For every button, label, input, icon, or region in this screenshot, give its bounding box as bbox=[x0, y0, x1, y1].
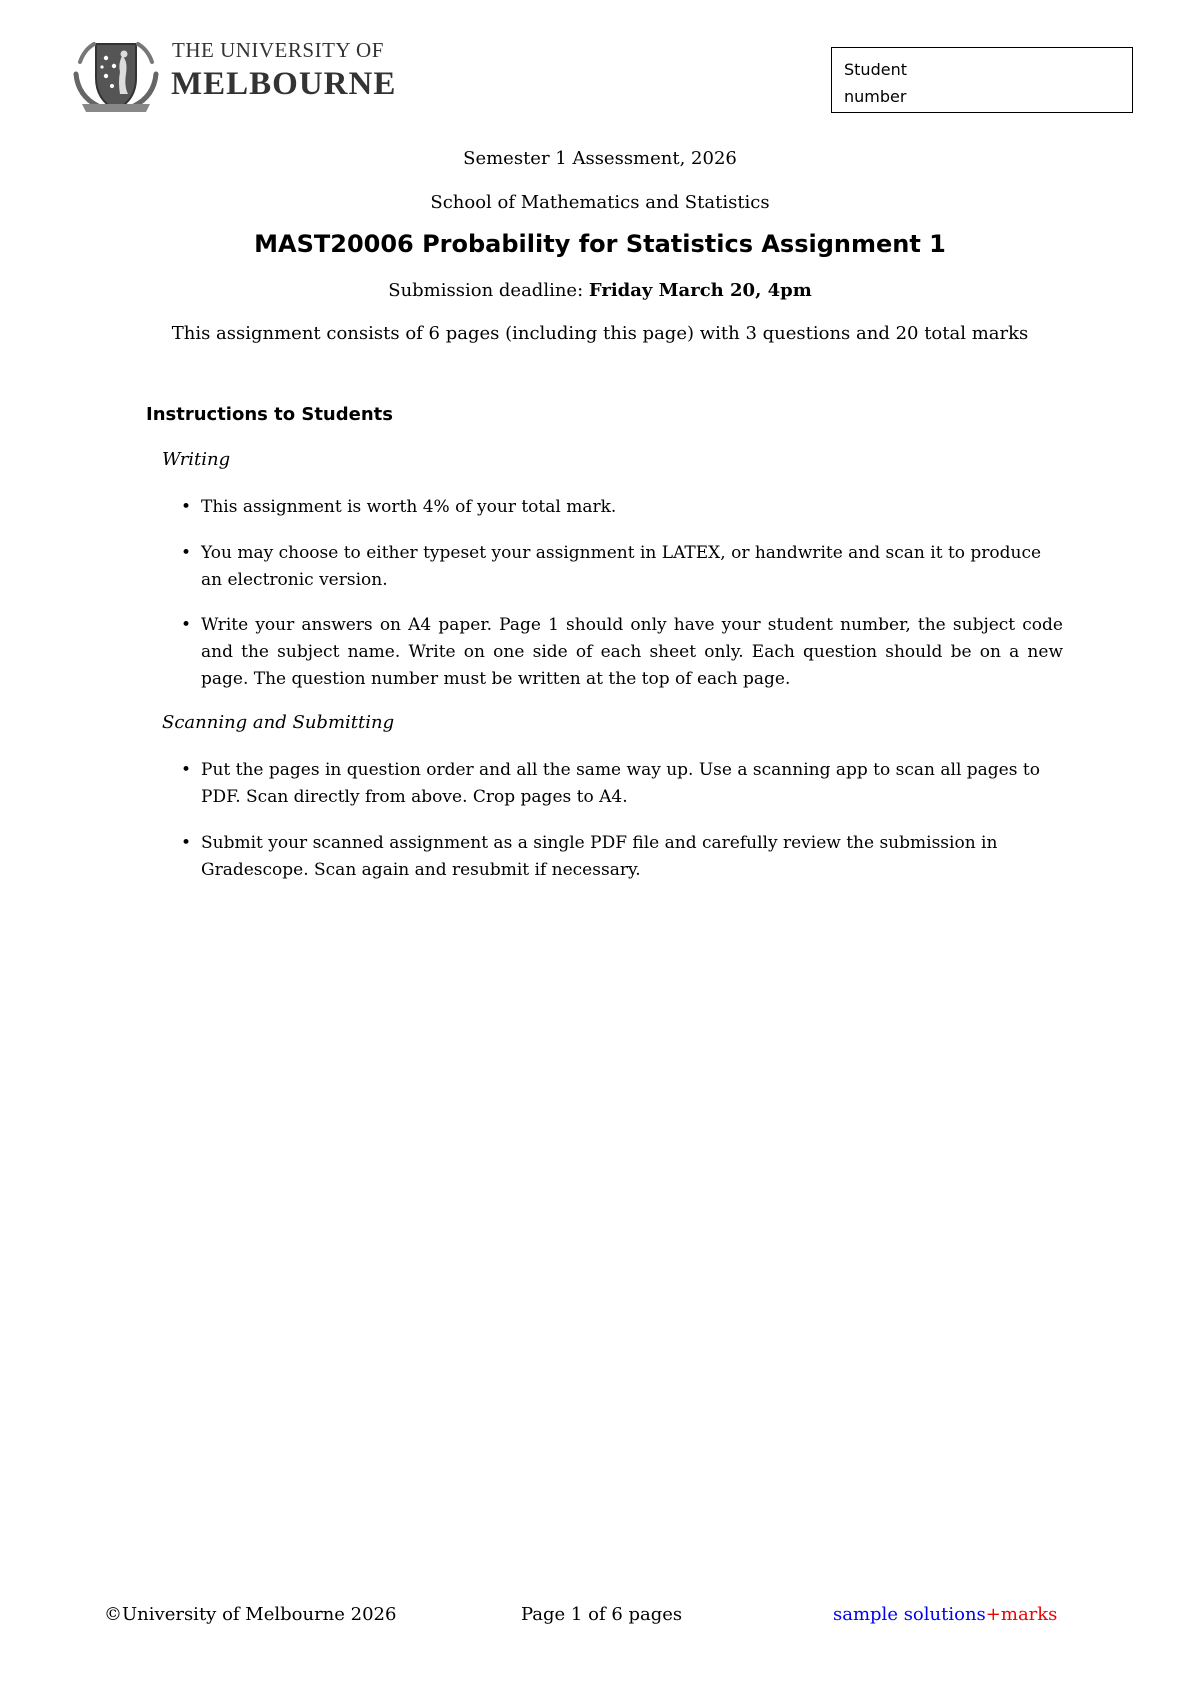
writing-heading: Writing bbox=[162, 449, 231, 470]
school-line: School of Mathematics and Statistics bbox=[430, 192, 770, 213]
deadline-value: Friday March 20, 4pm bbox=[588, 280, 812, 301]
student-number-box bbox=[831, 47, 1133, 113]
student-number-label: Student number bbox=[844, 60, 907, 106]
bullet-icon: • bbox=[181, 760, 192, 780]
bullet-icon: • bbox=[181, 543, 192, 563]
bullet-icon: • bbox=[181, 615, 192, 635]
university-crest-icon bbox=[68, 34, 164, 116]
assignment-summary: This assignment consists of 6 pages (including this page) with 3 questions and 20 total marks bbox=[171, 323, 1029, 344]
scanning-item-2: • Submit your scanned assignment as a single PDF file and carefully review the submission in Gradescope. Scan again and resubmit if necessary. bbox=[201, 830, 1063, 884]
footer-solutions: sample solutions bbox=[833, 1604, 986, 1625]
bullet-icon: • bbox=[181, 497, 192, 517]
writing-item-1: • This assignment is worth 4% of your total mark. bbox=[201, 494, 1063, 521]
writing-item-2: • You may choose to either typeset your assignment in LATEX, or handwrite and scan it to produce an electronic version. bbox=[201, 540, 1063, 594]
deadline-line bbox=[0, 280, 1200, 301]
bullet-icon: • bbox=[181, 833, 192, 853]
page-title: MAST20006 Probability for Statistics Assignment 1 bbox=[254, 230, 946, 258]
deadline-prefix: Submission deadline: bbox=[388, 280, 584, 301]
semester-line: Semester 1 Assessment, 2026 bbox=[463, 148, 737, 169]
scanning-heading: Scanning and Submitting bbox=[162, 712, 395, 733]
footer-copyright: ©University of Melbourne 2026 bbox=[104, 1604, 397, 1625]
footer-marks: marks bbox=[1000, 1604, 1058, 1625]
footer-solutions-marks bbox=[833, 1604, 1057, 1625]
university-logo bbox=[68, 34, 398, 116]
writing-item-3: • Write your answers on A4 paper. Page 1 should only have your student number, the subject code and the subject name. Write on one side of each sheet only. Each question should be on a new page. The question number must be written at the top of each page. bbox=[201, 612, 1063, 693]
logo-line-1: THE UNIVERSITY OF bbox=[172, 38, 384, 62]
instructions-heading: Instructions to Students bbox=[146, 404, 393, 425]
logo-line-2: MELBOURNE bbox=[171, 66, 397, 102]
footer-plus: + bbox=[985, 1604, 1001, 1625]
scanning-item-1: • Put the pages in question order and all the same way up. Use a scanning app to scan all pages to PDF. Scan directly from above. Crop pages to A4. bbox=[201, 757, 1063, 811]
footer-page-number: Page 1 of 6 pages bbox=[521, 1604, 683, 1625]
